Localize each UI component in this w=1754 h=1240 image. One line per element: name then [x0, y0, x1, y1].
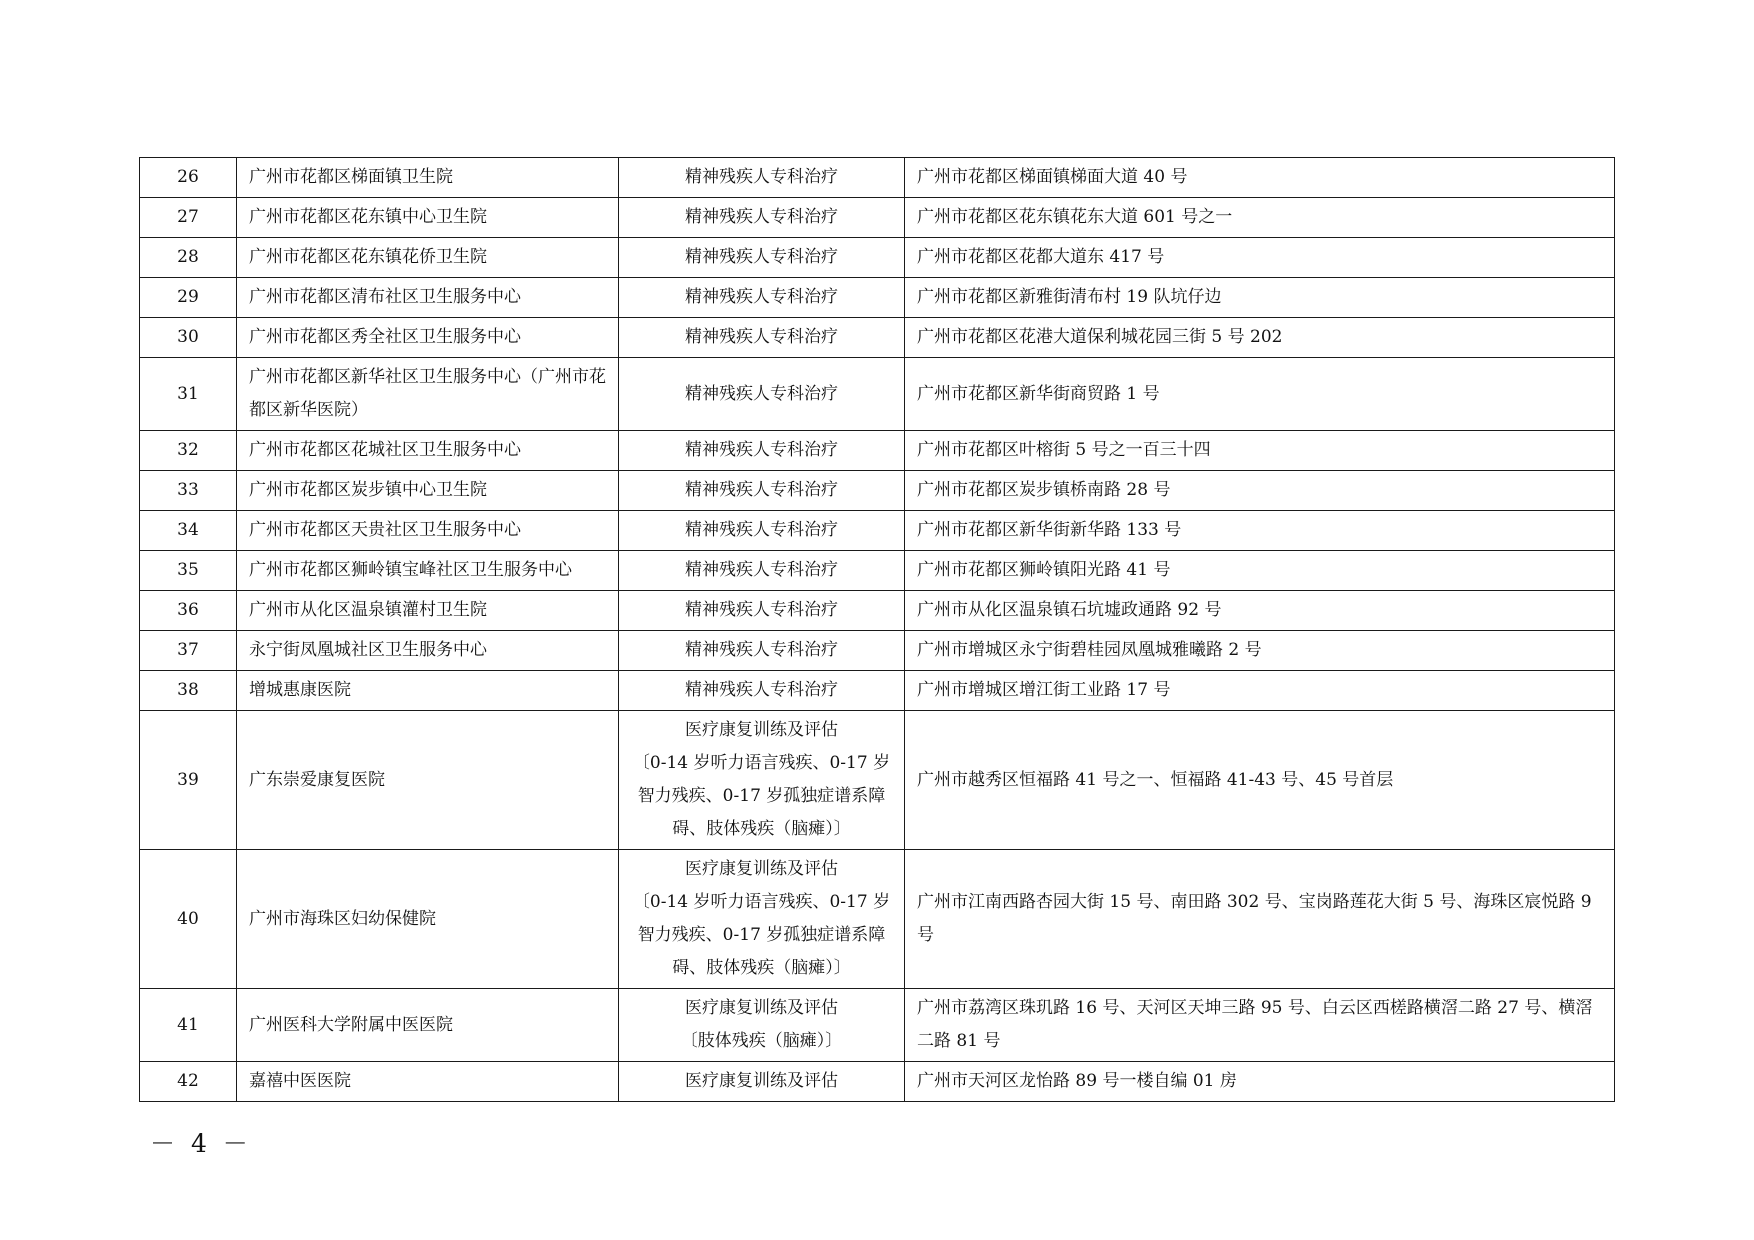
- table-row: [140, 1062, 1615, 1102]
- address-cell: 广州市花都区花港大道保利城花园三街 5 号 202: [905, 318, 1615, 358]
- row-number-cell: 41: [140, 989, 237, 1062]
- service-cell: [619, 551, 905, 591]
- institution-name-cell: 广州市花都区花东镇中心卫生院: [237, 198, 619, 238]
- address-cell: 广州市从化区温泉镇石坑墟政通路 92 号: [905, 591, 1615, 631]
- service-type: 精神残疾人专科治疗: [685, 600, 838, 620]
- table-row: [140, 471, 1615, 511]
- table-row: [140, 591, 1615, 631]
- institution-name-cell: 广州市花都区天贵社区卫生服务中心: [237, 511, 619, 551]
- table-row: [140, 358, 1615, 431]
- row-number-cell: 42: [140, 1062, 237, 1102]
- table-body: [140, 158, 1615, 1102]
- address-cell: 广州市花都区狮岭镇阳光路 41 号: [905, 551, 1615, 591]
- row-number-cell: 32: [140, 431, 237, 471]
- institution-name-cell: 广州市花都区清布社区卫生服务中心: [237, 278, 619, 318]
- table-row: [140, 318, 1615, 358]
- table-row: [140, 158, 1615, 198]
- row-number-cell: 28: [140, 238, 237, 278]
- table-row: [140, 711, 1615, 850]
- institution-name-cell: 广州市花都区秀全社区卫生服务中心: [237, 318, 619, 358]
- institution-name-cell: 永宁街凤凰城社区卫生服务中心: [237, 631, 619, 671]
- address-cell: 广州市花都区叶榕街 5 号之一百三十四: [905, 431, 1615, 471]
- row-number-cell: 35: [140, 551, 237, 591]
- page-number: － 4 －: [150, 1129, 252, 1158]
- address-cell: 广州市花都区新华街商贸路 1 号: [905, 358, 1615, 431]
- institution-name-cell: 广州市从化区温泉镇灌村卫生院: [237, 591, 619, 631]
- service-cell: [619, 850, 905, 989]
- table-row: [140, 198, 1615, 238]
- service-cell: [619, 431, 905, 471]
- service-type: 精神残疾人专科治疗: [685, 327, 838, 347]
- row-number-cell: 29: [140, 278, 237, 318]
- table-row: [140, 671, 1615, 711]
- institution-name-cell: 广州市花都区炭步镇中心卫生院: [237, 471, 619, 511]
- row-number-cell: 40: [140, 850, 237, 989]
- service-cell: [619, 711, 905, 850]
- row-number-cell: 34: [140, 511, 237, 551]
- address-cell: 广州市花都区花东镇花东大道 601 号之一: [905, 198, 1615, 238]
- institution-name-cell: 广州市花都区狮岭镇宝峰社区卫生服务中心: [237, 551, 619, 591]
- service-cell: [619, 158, 905, 198]
- address-cell: 广州市荔湾区珠玑路 16 号、天河区天坤三路 95 号、白云区西槎路横滘二路 27 号、横滘二路 81 号: [905, 989, 1615, 1062]
- address-cell: 广州市江南西路杏园大街 15 号、南田路 302 号、宝岗路莲花大街 5 号、海珠区宸悦路 9 号: [905, 850, 1615, 989]
- address-cell: 广州市天河区龙怡路 89 号一楼自编 01 房: [905, 1062, 1615, 1102]
- service-type: 精神残疾人专科治疗: [685, 247, 838, 267]
- institution-table: [139, 157, 1615, 1102]
- service-cell: [619, 671, 905, 711]
- institution-name-cell: 增城惠康医院: [237, 671, 619, 711]
- service-type: 精神残疾人专科治疗: [685, 440, 838, 460]
- row-number-cell: 36: [140, 591, 237, 631]
- service-scope: 〔0-14 岁听力语言残疾、0-17 岁智力残疾、0-17 岁孤独症谱系障碍、肢体残疾（脑瘫）〕: [632, 892, 891, 978]
- table-row: [140, 238, 1615, 278]
- institution-name-cell: 广州医科大学附属中医医院: [237, 989, 619, 1062]
- institution-name-cell: 广东崇爱康复医院: [237, 711, 619, 850]
- service-type: 精神残疾人专科治疗: [685, 560, 838, 580]
- row-number-cell: 37: [140, 631, 237, 671]
- service-type: 精神残疾人专科治疗: [685, 680, 838, 700]
- service-cell: [619, 471, 905, 511]
- table-row: [140, 431, 1615, 471]
- table-row: [140, 850, 1615, 989]
- address-cell: 广州市越秀区恒福路 41 号之一、恒福路 41-43 号、45 号首层: [905, 711, 1615, 850]
- service-type: 精神残疾人专科治疗: [685, 287, 838, 307]
- service-cell: [619, 358, 905, 431]
- service-cell: [619, 198, 905, 238]
- service-cell: [619, 278, 905, 318]
- row-number-cell: 39: [140, 711, 237, 850]
- table-row: [140, 989, 1615, 1062]
- service-cell: [619, 989, 905, 1062]
- institution-name-cell: 广州市海珠区妇幼保健院: [237, 850, 619, 989]
- service-scope: 〔0-14 岁听力语言残疾、0-17 岁智力残疾、0-17 岁孤独症谱系障碍、肢体残疾（脑瘫）〕: [632, 753, 891, 839]
- service-type: 医疗康复训练及评估: [685, 998, 838, 1018]
- address-cell: 广州市花都区炭步镇桥南路 28 号: [905, 471, 1615, 511]
- address-cell: 广州市花都区新华街新华路 133 号: [905, 511, 1615, 551]
- institution-name-cell: 广州市花都区梯面镇卫生院: [237, 158, 619, 198]
- service-scope: 〔肢体残疾（脑瘫）〕: [680, 1031, 843, 1051]
- row-number-cell: 27: [140, 198, 237, 238]
- service-type: 医疗康复训练及评估: [685, 859, 838, 879]
- service-type: 精神残疾人专科治疗: [685, 383, 838, 404]
- service-type: 医疗康复训练及评估: [685, 1071, 838, 1091]
- table-row: [140, 551, 1615, 591]
- service-type: 精神残疾人专科治疗: [685, 167, 838, 187]
- table-row: [140, 631, 1615, 671]
- table-row: [140, 511, 1615, 551]
- address-cell: 广州市花都区梯面镇梯面大道 40 号: [905, 158, 1615, 198]
- institution-name-cell: 嘉禧中医医院: [237, 1062, 619, 1102]
- row-number-cell: 26: [140, 158, 237, 198]
- row-number-cell: 30: [140, 318, 237, 358]
- service-type: 医疗康复训练及评估: [685, 720, 838, 740]
- service-type: 精神残疾人专科治疗: [685, 640, 838, 660]
- institution-name-cell: 广州市花都区花东镇花侨卫生院: [237, 238, 619, 278]
- service-cell: [619, 1062, 905, 1102]
- institution-name-cell: 广州市花都区新华社区卫生服务中心（广州市花都区新华医院）: [237, 358, 619, 431]
- service-type: 精神残疾人专科治疗: [685, 480, 838, 500]
- row-number-cell: 38: [140, 671, 237, 711]
- address-cell: 广州市花都区花都大道东 417 号: [905, 238, 1615, 278]
- address-cell: 广州市花都区新雅街清布村 19 队坑仔边: [905, 278, 1615, 318]
- institution-name-cell: 广州市花都区花城社区卫生服务中心: [237, 431, 619, 471]
- service-type: 精神残疾人专科治疗: [685, 207, 838, 227]
- row-number-cell: 33: [140, 471, 237, 511]
- service-cell: [619, 511, 905, 551]
- address-cell: 广州市增城区增江街工业路 17 号: [905, 671, 1615, 711]
- service-cell: [619, 631, 905, 671]
- address-cell: 广州市增城区永宁街碧桂园凤凰城雅曦路 2 号: [905, 631, 1615, 671]
- service-type: 精神残疾人专科治疗: [685, 520, 838, 540]
- service-cell: [619, 591, 905, 631]
- service-cell: [619, 238, 905, 278]
- table-row: [140, 278, 1615, 318]
- row-number-cell: 31: [140, 358, 237, 431]
- service-cell: [619, 318, 905, 358]
